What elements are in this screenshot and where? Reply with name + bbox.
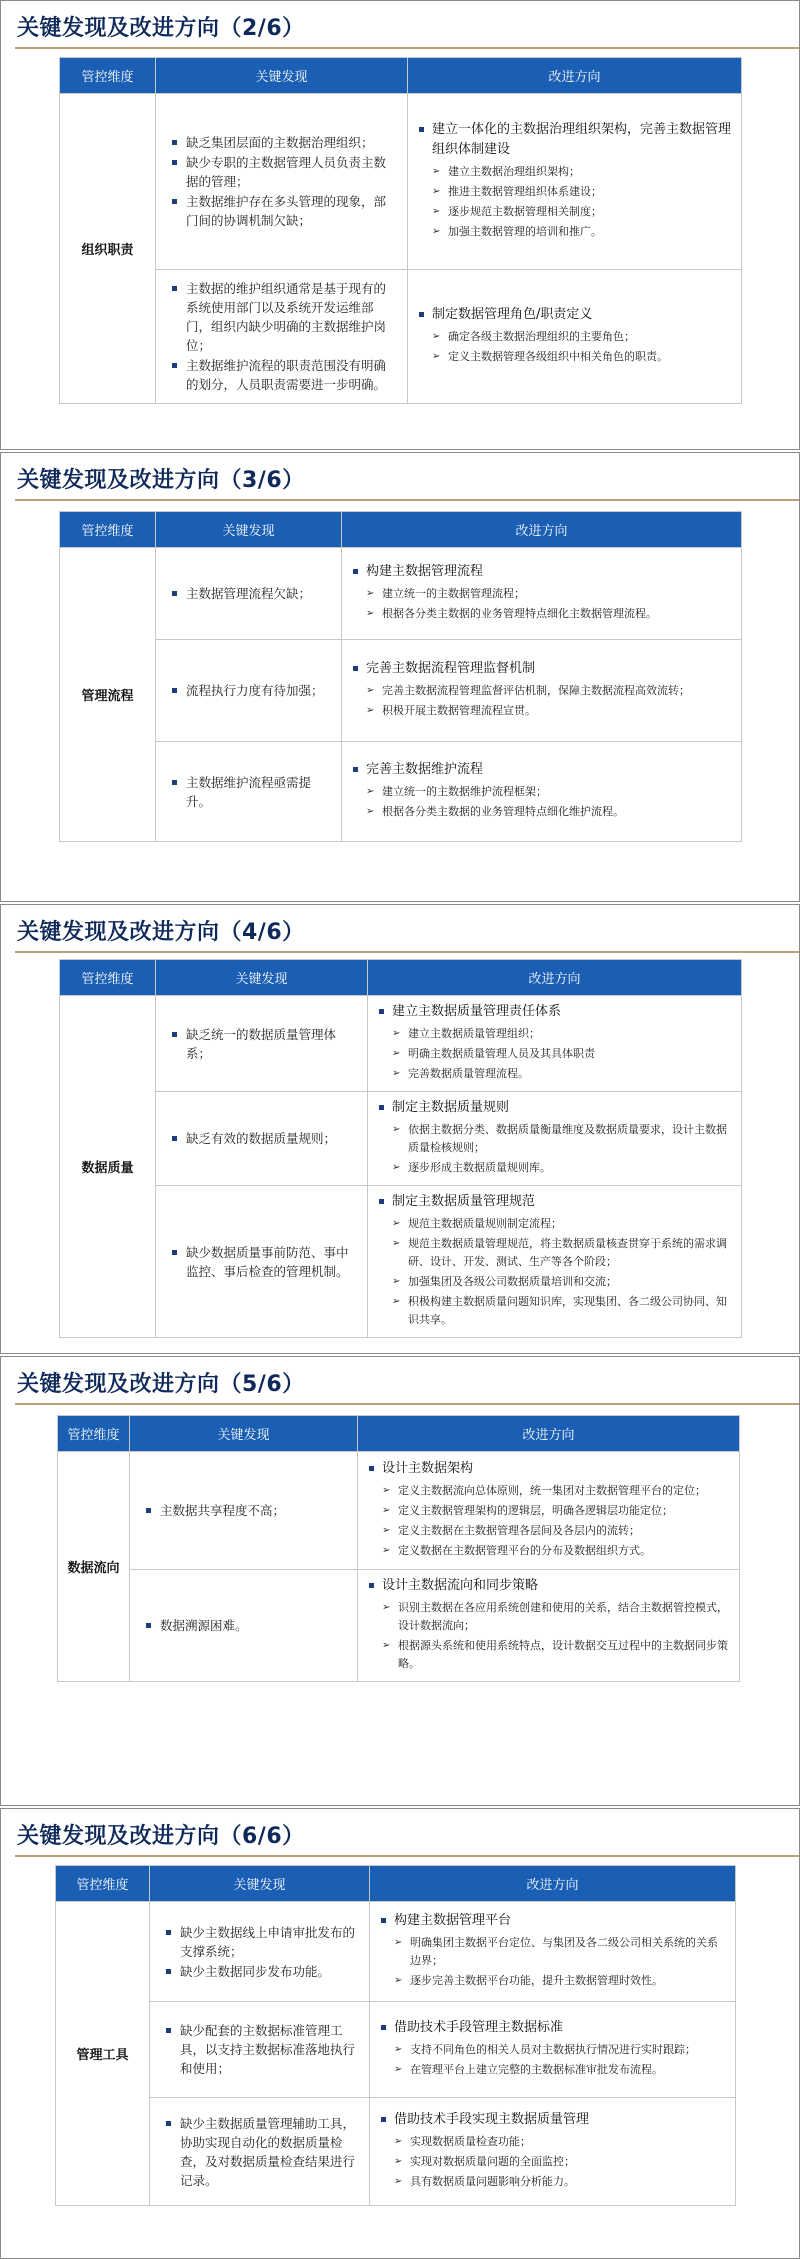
findings-cell	[150, 2002, 370, 2098]
direction-item: ➢ 根据各分类主数据的业务管理特点细化主数据管理流程。	[366, 605, 731, 623]
header-directions: 改进方向	[370, 1866, 736, 1902]
directions-cell	[408, 94, 742, 270]
findings-cell	[156, 742, 342, 842]
direction-item: ➢ 定义主数据流向总体原则，统一集团对主数据管理平台的定位；	[382, 1482, 729, 1500]
direction-item: ➢ 定义主数据管理各级组织中相关角色的职责。	[432, 348, 731, 366]
slide-title: 关键发现及改进方向（2/6）	[17, 16, 305, 41]
finding-item: 主数据共享程度不高；	[144, 1501, 347, 1520]
direction-item: ➢ 明确集团主数据平台定位、与集团及各二级公司相关系统的关系边界；	[394, 1934, 725, 1970]
directions-cell	[370, 2098, 736, 2206]
slide-title: 关键发现及改进方向（6/6）	[17, 1824, 305, 1849]
findings-cell	[156, 94, 408, 270]
title-divider	[15, 47, 799, 49]
finding-item: 缺少主数据质量管理辅助工具，协助实现自动化的数据质量检查，及对数据质量检查结果进行记录。	[164, 2114, 359, 2190]
slide-4	[0, 904, 800, 1354]
directions-cell	[370, 2002, 736, 2098]
finding-item: 缺少主数据线上申请审批发布的支撑系统；	[164, 1923, 359, 1961]
finding-item: 流程执行力度有待加强；	[170, 681, 331, 700]
direction-item: ➢ 完善主数据流程管理监督评估机制，保障主数据流程高效流转；	[366, 682, 731, 700]
direction-heading: 建立主数据质量管理责任体系	[378, 1002, 731, 1022]
header-directions: 改进方向	[358, 1416, 740, 1452]
slide-title: 关键发现及改进方向（4/6）	[17, 920, 305, 945]
direction-heading: 借助技术手段实现主数据质量管理	[380, 2110, 725, 2130]
direction-item: ➢ 定义主数据在主数据管理各层间及各层内的流转；	[382, 1522, 729, 1540]
header-dimension: 管控维度	[60, 960, 156, 996]
direction-item: ➢ 规范主数据质量管理规范，将主数据质量核查贯穿于系统的需求调研、设计、开发、测试、生产等各个阶段；	[392, 1235, 731, 1271]
header-directions: 改进方向	[342, 512, 742, 548]
direction-item: ➢ 逐步完善主数据平台功能，提升主数据管理时效性。	[394, 1972, 725, 1990]
direction-heading: 设计主数据架构	[368, 1459, 729, 1479]
header-dimension: 管控维度	[60, 512, 156, 548]
direction-item: ➢ 定义主数据管理架构的逻辑层，明确各逻辑层功能定位；	[382, 1502, 729, 1520]
directions-cell	[368, 1092, 742, 1186]
findings-cell	[156, 996, 368, 1092]
direction-item: ➢ 建立统一的主数据管理流程；	[366, 585, 731, 603]
finding-item: 数据溯源困难。	[144, 1616, 347, 1635]
findings-cell	[130, 1452, 358, 1570]
title-divider	[15, 1855, 799, 1857]
title-divider	[15, 951, 799, 953]
dimension-cell: 数据质量	[60, 996, 156, 1338]
header-directions: 改进方向	[368, 960, 742, 996]
directions-cell	[342, 640, 742, 742]
findings-table	[59, 959, 742, 1338]
slide-title: 关键发现及改进方向（5/6）	[17, 1372, 305, 1397]
direction-item: ➢ 规范主数据质量规则制定流程；	[392, 1215, 731, 1233]
findings-cell	[156, 640, 342, 742]
findings-cell	[156, 270, 408, 404]
directions-cell	[368, 996, 742, 1092]
directions-cell	[342, 548, 742, 640]
direction-heading: 借助技术手段管理主数据标准	[380, 2018, 725, 2038]
direction-item: ➢ 具有数据质量问题影响分析能力。	[394, 2173, 725, 2191]
direction-item: ➢ 积极开展主数据管理流程宣贯。	[366, 702, 731, 720]
direction-item: ➢ 建立主数据质量管理组织；	[392, 1025, 731, 1043]
direction-heading: 构建主数据管理流程	[352, 562, 731, 582]
directions-cell	[408, 270, 742, 404]
header-directions: 改进方向	[408, 58, 742, 94]
direction-item: ➢ 实现数据质量检查功能；	[394, 2133, 725, 2151]
slide-6	[0, 1808, 800, 2259]
slide-title: 关键发现及改进方向（3/6）	[17, 468, 305, 493]
direction-heading: 制定主数据质量管理规范	[378, 1192, 731, 1212]
direction-heading: 完善主数据流程管理监督机制	[352, 659, 731, 679]
direction-item: ➢ 明确主数据质量管理人员及其具体职责	[392, 1045, 731, 1063]
direction-item: ➢ 定义数据在主数据管理平台的分布及数据组织方式。	[382, 1542, 729, 1560]
header-dimension: 管控维度	[58, 1416, 130, 1452]
header-findings: 关键发现	[156, 960, 368, 996]
finding-item: 主数据维护存在多头管理的现象，部门间的协调机制欠缺；	[170, 192, 397, 230]
dimension-cell: 管理工具	[56, 1902, 150, 2206]
direction-heading: 设计主数据流向和同步策略	[368, 1576, 729, 1596]
header-findings: 关键发现	[130, 1416, 358, 1452]
findings-table	[59, 511, 742, 842]
findings-table	[59, 57, 742, 404]
findings-table	[55, 1865, 736, 2206]
direction-item: ➢ 逐步形成主数据质量规则库。	[392, 1159, 731, 1177]
direction-item: ➢ 实现对数据质量问题的全面监控；	[394, 2153, 725, 2171]
directions-cell	[370, 1902, 736, 2002]
dimension-cell: 组织职责	[60, 94, 156, 404]
direction-item: ➢ 确定各级主数据治理组织的主要角色；	[432, 328, 731, 346]
directions-cell	[358, 1452, 740, 1570]
finding-item: 主数据维护流程的职责范围没有明确的划分，人员职责需要进一步明确。	[170, 356, 397, 394]
findings-cell	[130, 1570, 358, 1682]
direction-item: ➢ 支持不同角色的相关人员对主数据执行情况进行实时跟踪；	[394, 2041, 725, 2059]
direction-item: ➢ 加强集团及各级公司数据质量培训和交流；	[392, 1273, 731, 1291]
slide-3	[0, 452, 800, 902]
finding-item: 缺少专职的主数据管理人员负责主数据的管理；	[170, 153, 397, 191]
finding-item: 主数据的维护组织通常是基于现有的系统使用部门以及系统开发运维部门，组织内缺少明确的主数据维护岗位；	[170, 279, 397, 355]
slide-2	[0, 0, 800, 450]
header-findings: 关键发现	[156, 58, 408, 94]
direction-item: ➢ 积极构建主数据质量问题知识库，实现集团、各二级公司协同、知识共享。	[392, 1293, 731, 1329]
direction-item: ➢ 在管理平台上建立完整的主数据标准审批发布流程。	[394, 2061, 725, 2079]
finding-item: 缺少数据质量事前防范、事中监控、事后检查的管理机制。	[170, 1243, 357, 1281]
direction-heading: 构建主数据管理平台	[380, 1911, 725, 1931]
direction-item: ➢ 加强主数据管理的培训和推广。	[432, 223, 731, 241]
finding-item: 主数据维护流程亟需提升。	[170, 773, 331, 811]
finding-item: 缺少配套的主数据标准管理工具，以支持主数据标准落地执行和使用；	[164, 2021, 359, 2078]
title-divider	[15, 499, 799, 501]
findings-cell	[150, 1902, 370, 2002]
header-findings: 关键发现	[156, 512, 342, 548]
dimension-cell: 管理流程	[60, 548, 156, 842]
findings-cell	[150, 2098, 370, 2206]
findings-cell	[156, 548, 342, 640]
direction-item: ➢ 识别主数据在各应用系统创建和使用的关系，结合主数据管控模式，设计数据流向；	[382, 1599, 729, 1635]
direction-item: ➢ 完善数据质量管理流程。	[392, 1065, 731, 1083]
direction-heading: 完善主数据维护流程	[352, 760, 731, 780]
dimension-cell: 数据流向	[58, 1452, 130, 1682]
header-dimension: 管控维度	[56, 1866, 150, 1902]
direction-heading: 制定数据管理角色/职责定义	[418, 305, 731, 325]
direction-item: ➢ 逐步规范主数据管理相关制度；	[432, 203, 731, 221]
direction-item: ➢ 建立主数据治理组织架构；	[432, 163, 731, 181]
finding-item: 缺乏统一的数据质量管理体系；	[170, 1025, 357, 1063]
direction-heading: 制定主数据质量规则	[378, 1098, 731, 1118]
findings-cell	[156, 1186, 368, 1338]
direction-item: ➢ 建立统一的主数据维护流程框架；	[366, 783, 731, 801]
directions-cell	[342, 742, 742, 842]
direction-item: ➢ 依据主数据分类、数据质量衡量维度及数据质量要求，设计主数据质量检核规则；	[392, 1121, 731, 1157]
slide-5	[0, 1356, 800, 1806]
findings-cell	[156, 1092, 368, 1186]
direction-item: ➢ 根据源头系统和使用系统特点，设计数据交互过程中的主数据同步策略。	[382, 1637, 729, 1673]
finding-item: 缺乏集团层面的主数据治理组织；	[170, 133, 397, 152]
findings-table	[57, 1415, 740, 1682]
header-findings: 关键发现	[150, 1866, 370, 1902]
finding-item: 主数据管理流程欠缺；	[170, 584, 331, 603]
title-divider	[15, 1403, 799, 1405]
directions-cell	[358, 1570, 740, 1682]
directions-cell	[368, 1186, 742, 1338]
finding-item: 缺乏有效的数据质量规则；	[170, 1129, 357, 1148]
direction-heading: 建立一体化的主数据治理组织架构，完善主数据管理组织体制建设	[418, 120, 731, 160]
header-dimension: 管控维度	[60, 58, 156, 94]
finding-item: 缺少主数据同步发布功能。	[164, 1962, 359, 1981]
direction-item: ➢ 推进主数据管理组织体系建设；	[432, 183, 731, 201]
direction-item: ➢ 根据各分类主数据的业务管理特点细化维护流程。	[366, 803, 731, 821]
